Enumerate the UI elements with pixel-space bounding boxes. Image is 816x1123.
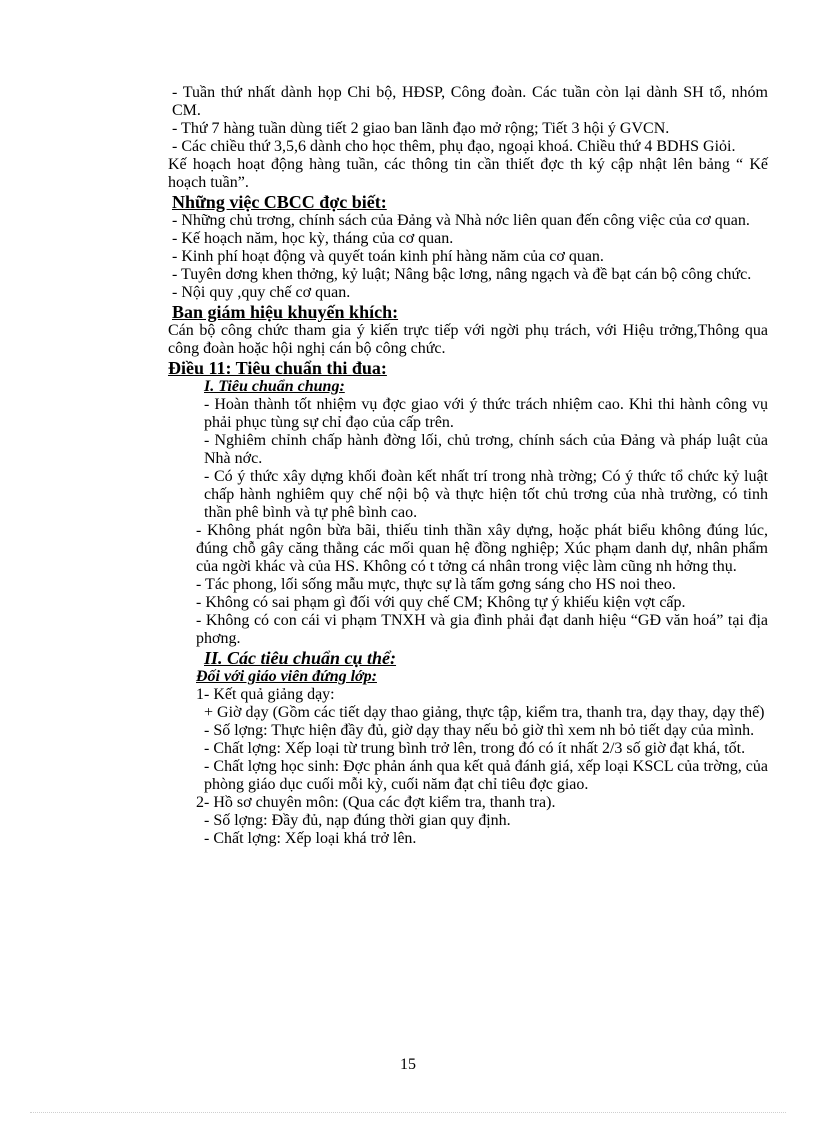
paragraph: - Những chủ trơng, chính sách của Đảng và Nhà nớc liên quan đến công việc của cơ quan. <box>172 212 750 229</box>
paragraph: - Hoàn thành tốt nhiệm vụ đợc giao với ý thức trách nhiệm cao. Khi thi hành công vụ phải phục tùng sự chỉ đạo của cấp trên. <box>204 396 768 431</box>
paragraph: Kế hoạch hoạt động hàng tuần, các thông tin cần thiết đợc th ký cập nhật lên bảng “ Kế hoạch tuần”. <box>168 156 768 191</box>
section-heading: Những việc CBCC đợc biết: <box>172 192 387 212</box>
page-content <box>168 84 768 848</box>
paragraph: - Không có sai phạm gì đối với quy chế CM; Không tự ý khiếu kiện vợt cấp. <box>196 594 686 611</box>
subsection-heading: II. Các tiêu chuẩn cụ thể: <box>204 648 397 668</box>
paragraph: - Tác phong, lối sống mẫu mực, thực sự là tấm gơng sáng cho HS noi theo. <box>196 576 676 593</box>
paragraph: Cán bộ công chức tham gia ý kiến trực tiếp với ngời phụ trách, với Hiệu trởng,Thông qua công đoàn hoặc hội nghị cán bộ công chức. <box>168 322 768 357</box>
paragraph: - Thứ 7 hàng tuần dùng tiết 2 giao ban lãnh đạo mở rộng; Tiết 3 hội ý GVCN. <box>172 120 670 137</box>
paragraph: - Nghiêm chỉnh chấp hành đờng lối, chủ trơng, chính sách của Đảng và pháp luật của Nhà nớc. <box>204 432 768 467</box>
paragraph: - Tuần thứ nhất dành họp Chi bộ, HĐSP, Công đoàn. Các tuần còn lại dành SH tổ, nhóm CM. <box>172 84 768 119</box>
paragraph: - Nội quy ,quy chế cơ quan. <box>172 284 351 301</box>
paragraph: - Kế hoạch năm, học kỳ, tháng của cơ quan. <box>172 230 454 247</box>
paragraph: - Có ý thức xây dựng khối đoàn kết nhất trí trong nhà trờng; Có ý thức tổ chức kỷ luật chấp hành nghiêm quy chế nội bộ và thực hiện tốt chủ trơng của nhà trường, có tinh thần phê bình và tự phê bình cao. <box>204 468 768 521</box>
paragraph: - Chất lợng: Xếp loại khá trở lên. <box>204 830 417 847</box>
page-bottom-divider <box>30 1112 786 1113</box>
paragraph: - Không phát ngôn bừa bãi, thiếu tinh thần xây dựng, hoặc phát biểu không đúng lúc, đúng chỗ gây căng thẳng các mối quan hệ đồng nghiệp; Xúc phạm danh dự, nhân phẩm của ngời khác và của HS. Không có t tởng cá nhân trong việc làm cũng nh hởng thụ. <box>196 522 768 575</box>
paragraph: - Số lợng: Thực hiện đầy đủ, giờ dạy thay nếu bỏ giờ thì xem nh bỏ tiết dạy của mình. <box>204 722 755 739</box>
paragraph: 1- Kết quả giảng dạy: <box>196 686 335 703</box>
paragraph: - Số lợng: Đầy đủ, nạp đúng thời gian quy định. <box>204 812 511 829</box>
paragraph: - Kinh phí hoạt động và quyết toán kinh phí hàng năm của cơ quan. <box>172 248 604 265</box>
paragraph: - Chất lợng học sinh: Đợc phản ánh qua kết quả đánh giá, xếp loại KSCL của trờng, của phòng giáo dục cuối mỗi kỳ, cuối năm đạt chỉ tiêu đợc giao. <box>204 758 768 793</box>
section-heading: Ban giám hiệu khuyến khích: <box>172 302 399 322</box>
paragraph: - Các chiều thứ 3,5,6 dành cho học thêm, phụ đạo, ngoại khoá. Chiều thứ 4 BDHS Giỏi. <box>172 138 736 155</box>
paragraph: 2- Hồ sơ chuyên môn: (Qua các đợt kiểm tra, thanh tra). <box>196 794 556 811</box>
paragraph: - Tuyên dơng khen thởng, kỷ luật; Nâng bậc lơng, nâng ngạch và đề bạt cán bộ công chức. <box>172 266 752 283</box>
paragraph: - Chất lợng: Xếp loại từ trung bình trở lên, trong đó có ít nhất 2/3 số giờ đạt khá, tốt. <box>204 740 746 757</box>
subsection-heading: I. Tiêu chuẩn chung: <box>204 378 345 395</box>
paragraph: - Không có con cái vi phạm TNXH và gia đình phải đạt danh hiệu “GĐ văn hoá” tại địa phơng. <box>196 612 768 647</box>
page-number: 15 <box>400 1056 416 1073</box>
paragraph: + Giờ dạy (Gồm các tiết dạy thao giảng, thực tập, kiểm tra, thanh tra, dạy thay, dạy thế) <box>204 704 765 721</box>
article-heading: Điều 11: Tiêu chuẩn thi đua: <box>168 358 387 378</box>
group-heading: Đối với giáo viên đứng lớp: <box>196 668 377 685</box>
